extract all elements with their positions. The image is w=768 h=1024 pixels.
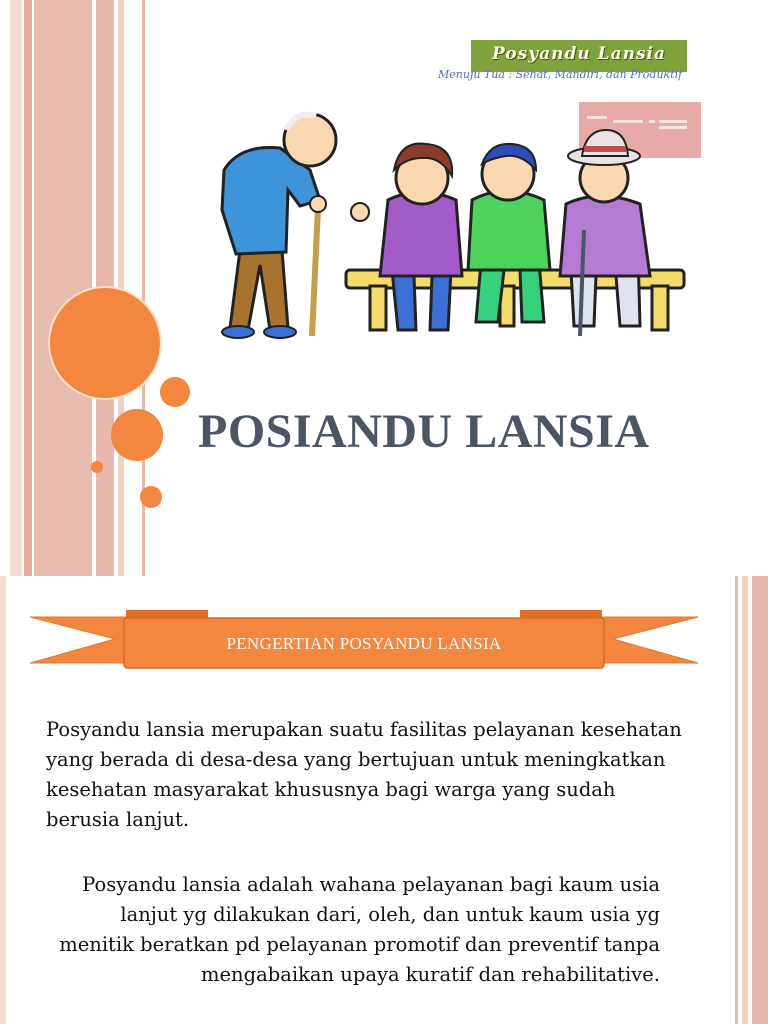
decorative-stripe: [735, 576, 738, 1024]
elderly-people-illustration: [200, 100, 700, 360]
decorative-circle: [111, 409, 163, 461]
decorative-stripe: [10, 0, 22, 576]
decorative-circle: [140, 486, 162, 508]
definition-paragraph: Posyandu lansia merupakan suatu fasilitas pelayanan kesehatan yang berada di desa-desa yang bertujuan untuk meningkatkan kesehatan masyarakat khususnya bagi warga yang sudah berusia lanjut.: [46, 718, 682, 831]
standing-old-man: [222, 114, 336, 338]
decorative-stripe: [118, 0, 124, 576]
decorative-stripe: [34, 0, 92, 576]
decorative-circle: [50, 288, 160, 398]
decorative-stripe: [742, 576, 748, 1024]
definition-paragraph: Posyandu lansia adalah wahana pelayanan bagi kaum usia lanjut yg dilakukan dari, oleh, dan untuk kaum usia yg menitik beratkan pd pelayanan promotif dan preventif tanpa mengabaikan upaya kuratif dan rehabilitative.: [59, 873, 660, 986]
logo-name: Posyandu Lansia: [491, 44, 667, 64]
definition-slide: [0, 576, 768, 1024]
decorative-circle: [91, 461, 103, 473]
logo-tagline: Menuju Tua : Sehat, Mandiri, dan Produktif: [438, 68, 683, 81]
sitting-old-man-hat: [560, 130, 650, 336]
decorative-circle: [160, 377, 190, 407]
banner-label: PENGERTIAN POSYANDU LANSIA: [226, 634, 502, 653]
decorative-stripe: [0, 576, 6, 1024]
sitting-old-woman: [351, 144, 462, 330]
decorative-stripe: [24, 0, 32, 576]
slide-title: POSIANDU LANSIA: [198, 405, 650, 458]
decorative-stripe: [752, 576, 768, 1024]
